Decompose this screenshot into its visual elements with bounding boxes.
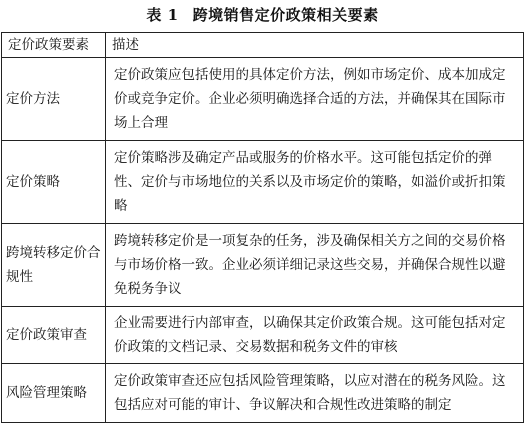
table-row bbox=[2, 307, 524, 364]
description-cell: 定价策略涉及确定产品或服务的价格水平。这可能包括定价的弹性、定价与市场地位的关系以及市场定价的策略，如溢价或折扣策略 bbox=[106, 141, 524, 224]
factor-cell: 定价方法 bbox=[2, 58, 106, 141]
header-description: 描述 bbox=[106, 33, 524, 58]
description-cell: 定价政策应包括使用的具体定价方法，例如市场定价、成本加成定价或竞争定价。企业必须明确选择合适的方法，并确保其在国际市场上合理 bbox=[106, 58, 524, 141]
table-row bbox=[2, 364, 524, 423]
factor-cell: 定价政策审查 bbox=[2, 307, 106, 364]
table-header-row bbox=[2, 33, 524, 58]
description-cell: 跨境转移定价是一项复杂的任务，涉及确保相关方之间的交易价格与市场价格一致。企业必须详细记录这些交易，并确保合规性以避免税务争议 bbox=[106, 224, 524, 307]
description-cell: 定价政策审查还应包括风险管理策略，以应对潜在的税务风险。这包括应对可能的审计、争议解决和合规性改进策略的制定 bbox=[106, 364, 524, 423]
table-caption bbox=[0, 0, 525, 32]
table-number: 表 1 bbox=[146, 6, 179, 24]
table-row bbox=[2, 141, 524, 224]
table-row bbox=[2, 58, 524, 141]
header-factor: 定价政策要素 bbox=[2, 33, 106, 58]
pricing-policy-table bbox=[1, 32, 524, 423]
table-row bbox=[2, 224, 524, 307]
table-title: 跨境销售定价政策相关要素 bbox=[192, 6, 379, 24]
factor-cell: 跨境转移定价合规性 bbox=[2, 224, 106, 307]
factor-cell: 风险管理策略 bbox=[2, 364, 106, 423]
description-cell: 企业需要进行内部审查，以确保其定价政策合规。这可能包括对定价政策的文档记录、交易数据和税务文件的审核 bbox=[106, 307, 524, 364]
factor-cell: 定价策略 bbox=[2, 141, 106, 224]
